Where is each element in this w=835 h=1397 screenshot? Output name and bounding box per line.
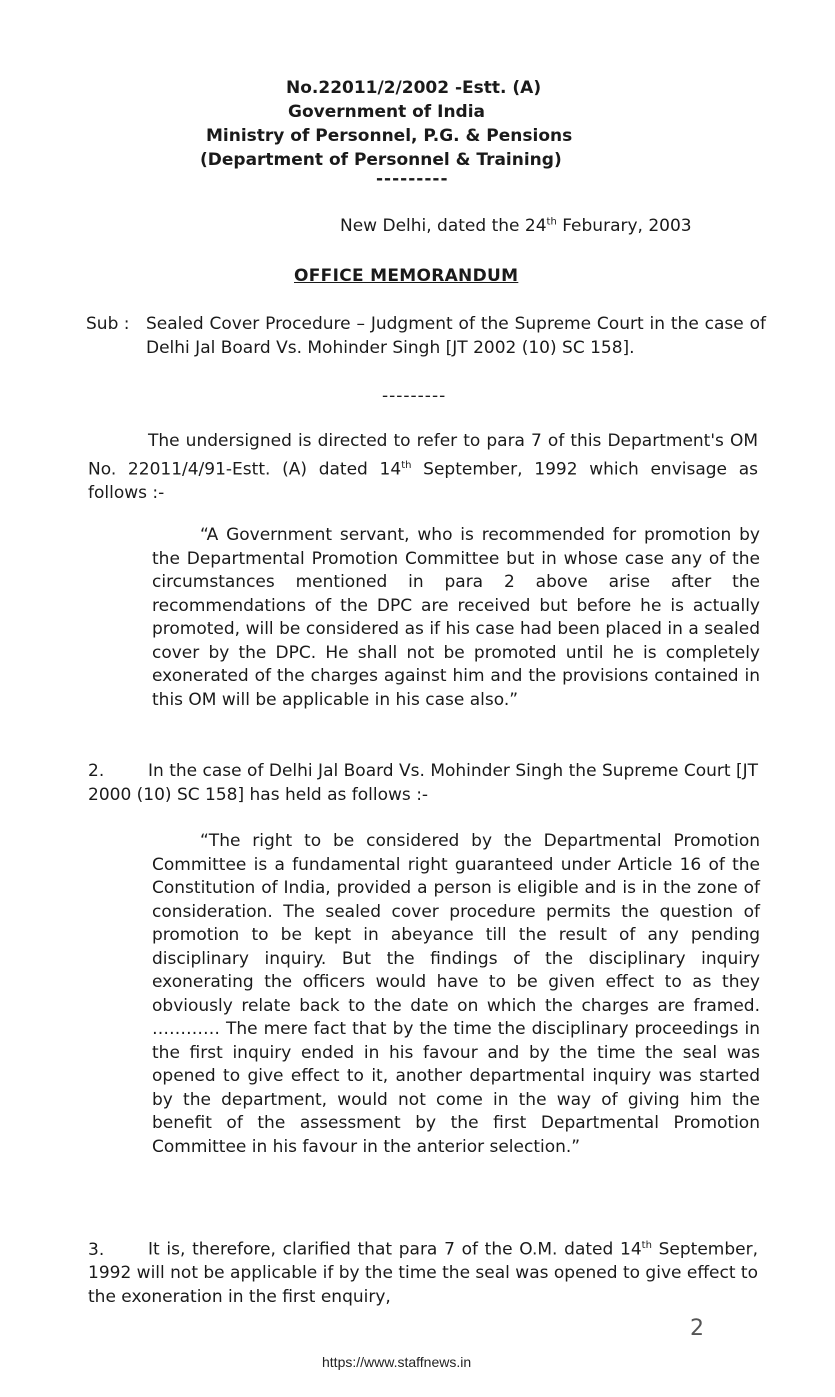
subject-label: Sub :	[86, 314, 130, 334]
header-separator: ---------	[376, 169, 449, 189]
para3-text-b: September, 1992 will not be applicable if by the time the seal was opened to give effect to the exoneration in the first enquiry,	[88, 1239, 759, 1307]
para3-sup: th	[641, 1240, 652, 1251]
subject-text: Sealed Cover Procedure – Judgment of the Supreme Court in the case of Delhi Jal Board Vs. Mohinder Singh [JT 2002 (10) SC 158].	[146, 314, 766, 358]
paragraph-3	[88, 1234, 758, 1309]
date-sup: th	[546, 216, 557, 228]
quote-2: “The right to be considered by the Departmental Promotion Committee is a fundamental right guaranteed under Article 16 of the Constitution of India, provided a person is eligible and is in the zone of consideration. The sealed cover procedure permits the question of promotion to be kept in abeyance till the result of any pending disciplinary inquiry. But the findings of the disciplinary inquiry exonerating the officers would have to be given effect to as they obviously relate back to the date on which the charges are framed. ………… The mere fact that by the time the disciplinary proceedings in the first inquiry ended in his favour and by the time the seal was opened to give effect to it, another departmental inquiry was started by the department, would not come in the way of giving him the benefit of the assessment by the first Departmental Promotion Committee in his favour in the anterior selection.”	[152, 831, 760, 1157]
memo-header	[200, 76, 640, 189]
para1-text-b: September, 1992 which envisage as follows :-	[88, 459, 758, 503]
subject-separator: ---------	[382, 386, 447, 406]
government-name: Government of India	[288, 102, 486, 122]
para3-number: 3.	[88, 1239, 105, 1260]
file-number: No.22011/2/2002 -Estt. (A)	[286, 78, 542, 98]
ministry-name: Ministry of Personnel, P.G. & Pensions	[206, 126, 573, 146]
para2-number: 2.	[88, 761, 105, 781]
memo-title: OFFICE MEMORANDUM	[294, 266, 519, 286]
page-number-mark: 2	[690, 1316, 704, 1341]
para1-text-a: The undersigned is directed to refer to para 7 of this Department's OM No. 22011/4/91-Estt. (A) dated 14	[88, 431, 758, 480]
paragraph-2	[88, 760, 758, 807]
para1-sup: th	[401, 459, 412, 471]
footer-url: https://www.staffnews.in	[322, 1354, 472, 1370]
date-prefix: New Delhi, dated the 24	[340, 216, 547, 236]
quote-1: “A Government servant, who is recommended for promotion by the Departmental Promotion Committee but in whose case any of the circumstances mentioned in para 2 above arise after the recommendations of the DPC are received but before he is actually promoted, will be considered as if his case had been placed in a sealed cover by the DPC. He shall not be promoted until he is completely exonerated of the charges against him and the provisions contained in this OM will be applicable in his case also.”	[152, 525, 760, 710]
memo-date	[340, 216, 692, 236]
department-name: (Department of Personnel & Training)	[200, 150, 562, 170]
date-suffix: Feburary, 2003	[556, 216, 692, 236]
paragraph-1	[88, 430, 758, 505]
para2-text: In the case of Delhi Jal Board Vs. Mohinder Singh the Supreme Court [JT 2000 (10) SC 158] has held as follows :-	[88, 761, 758, 805]
subject-block	[86, 313, 766, 360]
para3-text-a: It is, therefore, clarified that para 7 of the O.M. dated 14	[148, 1239, 642, 1260]
